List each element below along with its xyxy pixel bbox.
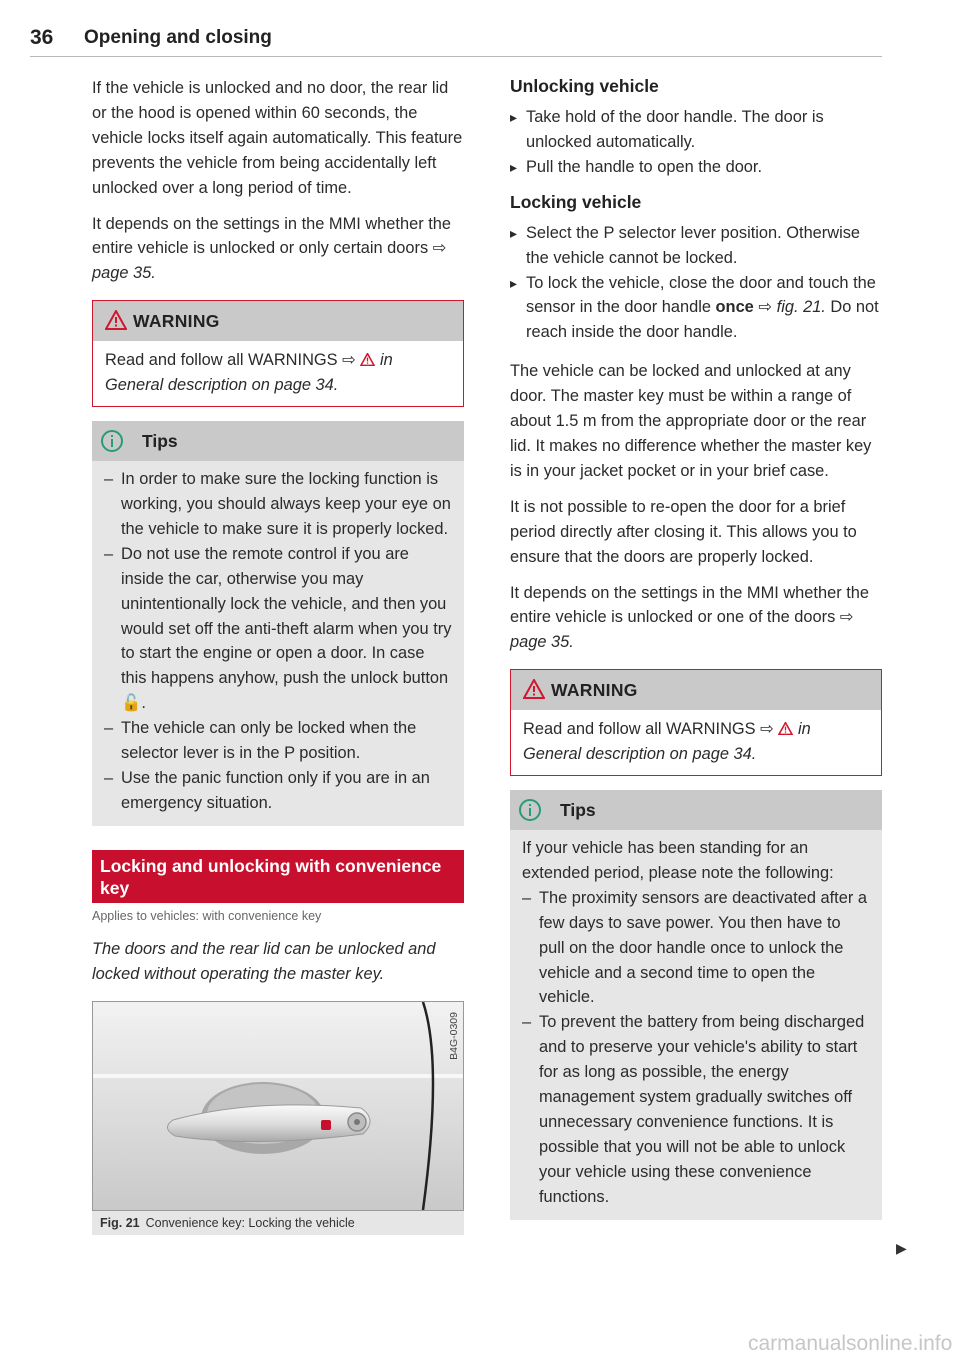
tip-item: – The proximity sensors are deactivated after a few days to save power. You then have to pull on the door handle once to unlock the vehicle and a second time to open the vehicle. [522,886,870,1011]
locking-heading: Locking vehicle [510,191,642,212]
page-reference-link[interactable]: in General description on page 34. [523,720,811,764]
step-text: Do not reach inside the door handle. [526,298,879,342]
warning-title: WARNING [551,680,638,701]
tips-header [510,790,882,830]
tip-item: – In order to make sure the locking function is working, you should always keep your eye on the vehicle to make sure it is properly locked. [104,467,452,542]
paragraph-text: It depends on the settings in the MMI whether the entire vehicle is unlocked or one of the doors [510,583,869,627]
unlocking-steps [510,105,882,180]
warning-text-main: Read and follow all WARNINGS ⇨ [105,351,361,370]
tips-box [510,790,882,1220]
paragraph: It is not possible to re-open the door for a brief period directly after closing it. This allows you to ensure that the doors are properly locked. [510,497,857,566]
page-number: 36 [30,26,54,49]
section-heading: Locking and unlocking with convenience key [92,850,464,903]
warning-triangle-icon [360,353,375,366]
paragraph-text: It depends on the settings in the MMI whether the entire vehicle is unlocked or only certain doors [92,214,451,258]
step-item: ▸ Take hold of the door handle. The door is unlocked automatically. [510,105,882,155]
page-reference-link[interactable]: in General description on page 34. [105,351,393,395]
right-column [510,76,882,1234]
figure-door-handle [92,1001,464,1211]
tips-body [510,830,882,1220]
paragraph [92,212,464,287]
warning-text [511,710,881,775]
page-reference-link[interactable]: ⇨ page 35. [510,608,854,652]
tips-box [92,421,464,826]
warning-box [510,669,882,776]
tip-item: – Do not use the remote control if you are inside the car, otherwise you may unintentionally lock the vehicle, and then you would set off the anti-theft alarm when you try to start the engine or open a door. In case this happens anyhow, push the unlock button 🔓. [104,542,452,716]
step-item [510,271,882,346]
applies-to-note: Applies to vehicles: with convenience key [92,908,322,923]
warning-text-main: Read and follow all WARNINGS ⇨ [523,720,779,739]
warning-header [93,301,463,341]
door-handle-illustration [93,1002,463,1210]
page-reference-link[interactable]: ⇨ page 35. [92,239,447,283]
unlocking-heading: Unlocking vehicle [510,76,659,96]
left-column [92,76,464,1235]
warning-box [92,300,464,407]
step-emphasis: once [715,298,754,317]
tip-item: – The vehicle can only be locked when the selector lever is in the P position. [104,716,452,766]
step-item: ▸ Pull the handle to open the door. [510,155,882,180]
tips-intro: If your vehicle has been standing for an extended period, please note the following: [522,839,834,882]
footer-watermark: carmanualsonline.info [748,1332,953,1355]
tips-body [92,461,464,826]
warning-title: WARNING [133,311,220,332]
section-intro: The doors and the rear lid can be unlocked and locked without operating the master key. [92,939,436,983]
paragraph: If the vehicle is unlocked and no door, the rear lid or the hood is opened within 60 seconds, the vehicle locks itself again automatically. This feature prevents the vehicle from being accidentally left unlocked over a long period of time. [92,79,463,197]
warning-text [93,341,463,406]
paragraph: The vehicle can be locked and unlocked at any door. The master key must be within a range of about 1.5 m from the appropriate door or the rear lid. It makes no difference whether the master key is in your jacket pocket or in your brief case. [510,362,872,480]
tip-item: – To prevent the battery from being discharged and to preserve your vehicle's ability to start for as long as possible, the energy management system gradually switches off unnecessary convenience functions. It is possible that you will not be able to unlock your vehicle using these convenience functions. [522,1010,870,1209]
figure-label: Fig. 21 [100,1215,140,1230]
tips-header [92,421,464,461]
continue-arrow-icon: ▶ [896,1240,907,1256]
warning-header [511,670,881,710]
warning-triangle-icon [778,722,793,735]
section-title: Opening and closing [84,27,272,48]
tip-item: – Use the panic function only if you are in an emergency situation. [104,766,452,816]
figure-reference-link[interactable]: ⇨ fig. 21. [753,298,826,317]
figure-caption [92,1211,464,1235]
info-circle-icon [100,429,124,453]
figure-caption-text: Convenience key: Locking the vehicle [145,1215,355,1230]
page-header [30,22,882,57]
locking-steps [510,221,882,346]
warning-triangle-icon [105,310,127,330]
paragraph [510,581,882,656]
tips-title: Tips [142,431,178,452]
step-item: ▸ Select the P selector lever position. Otherwise the vehicle cannot be locked. [510,221,882,271]
step-text: To lock the vehicle, close the door and touch the sensor in the door handle [526,273,876,317]
tips-title: Tips [560,800,596,821]
warning-triangle-icon [523,679,545,699]
figure-code: B4G-0309 [448,1011,460,1060]
info-circle-icon [518,798,542,822]
